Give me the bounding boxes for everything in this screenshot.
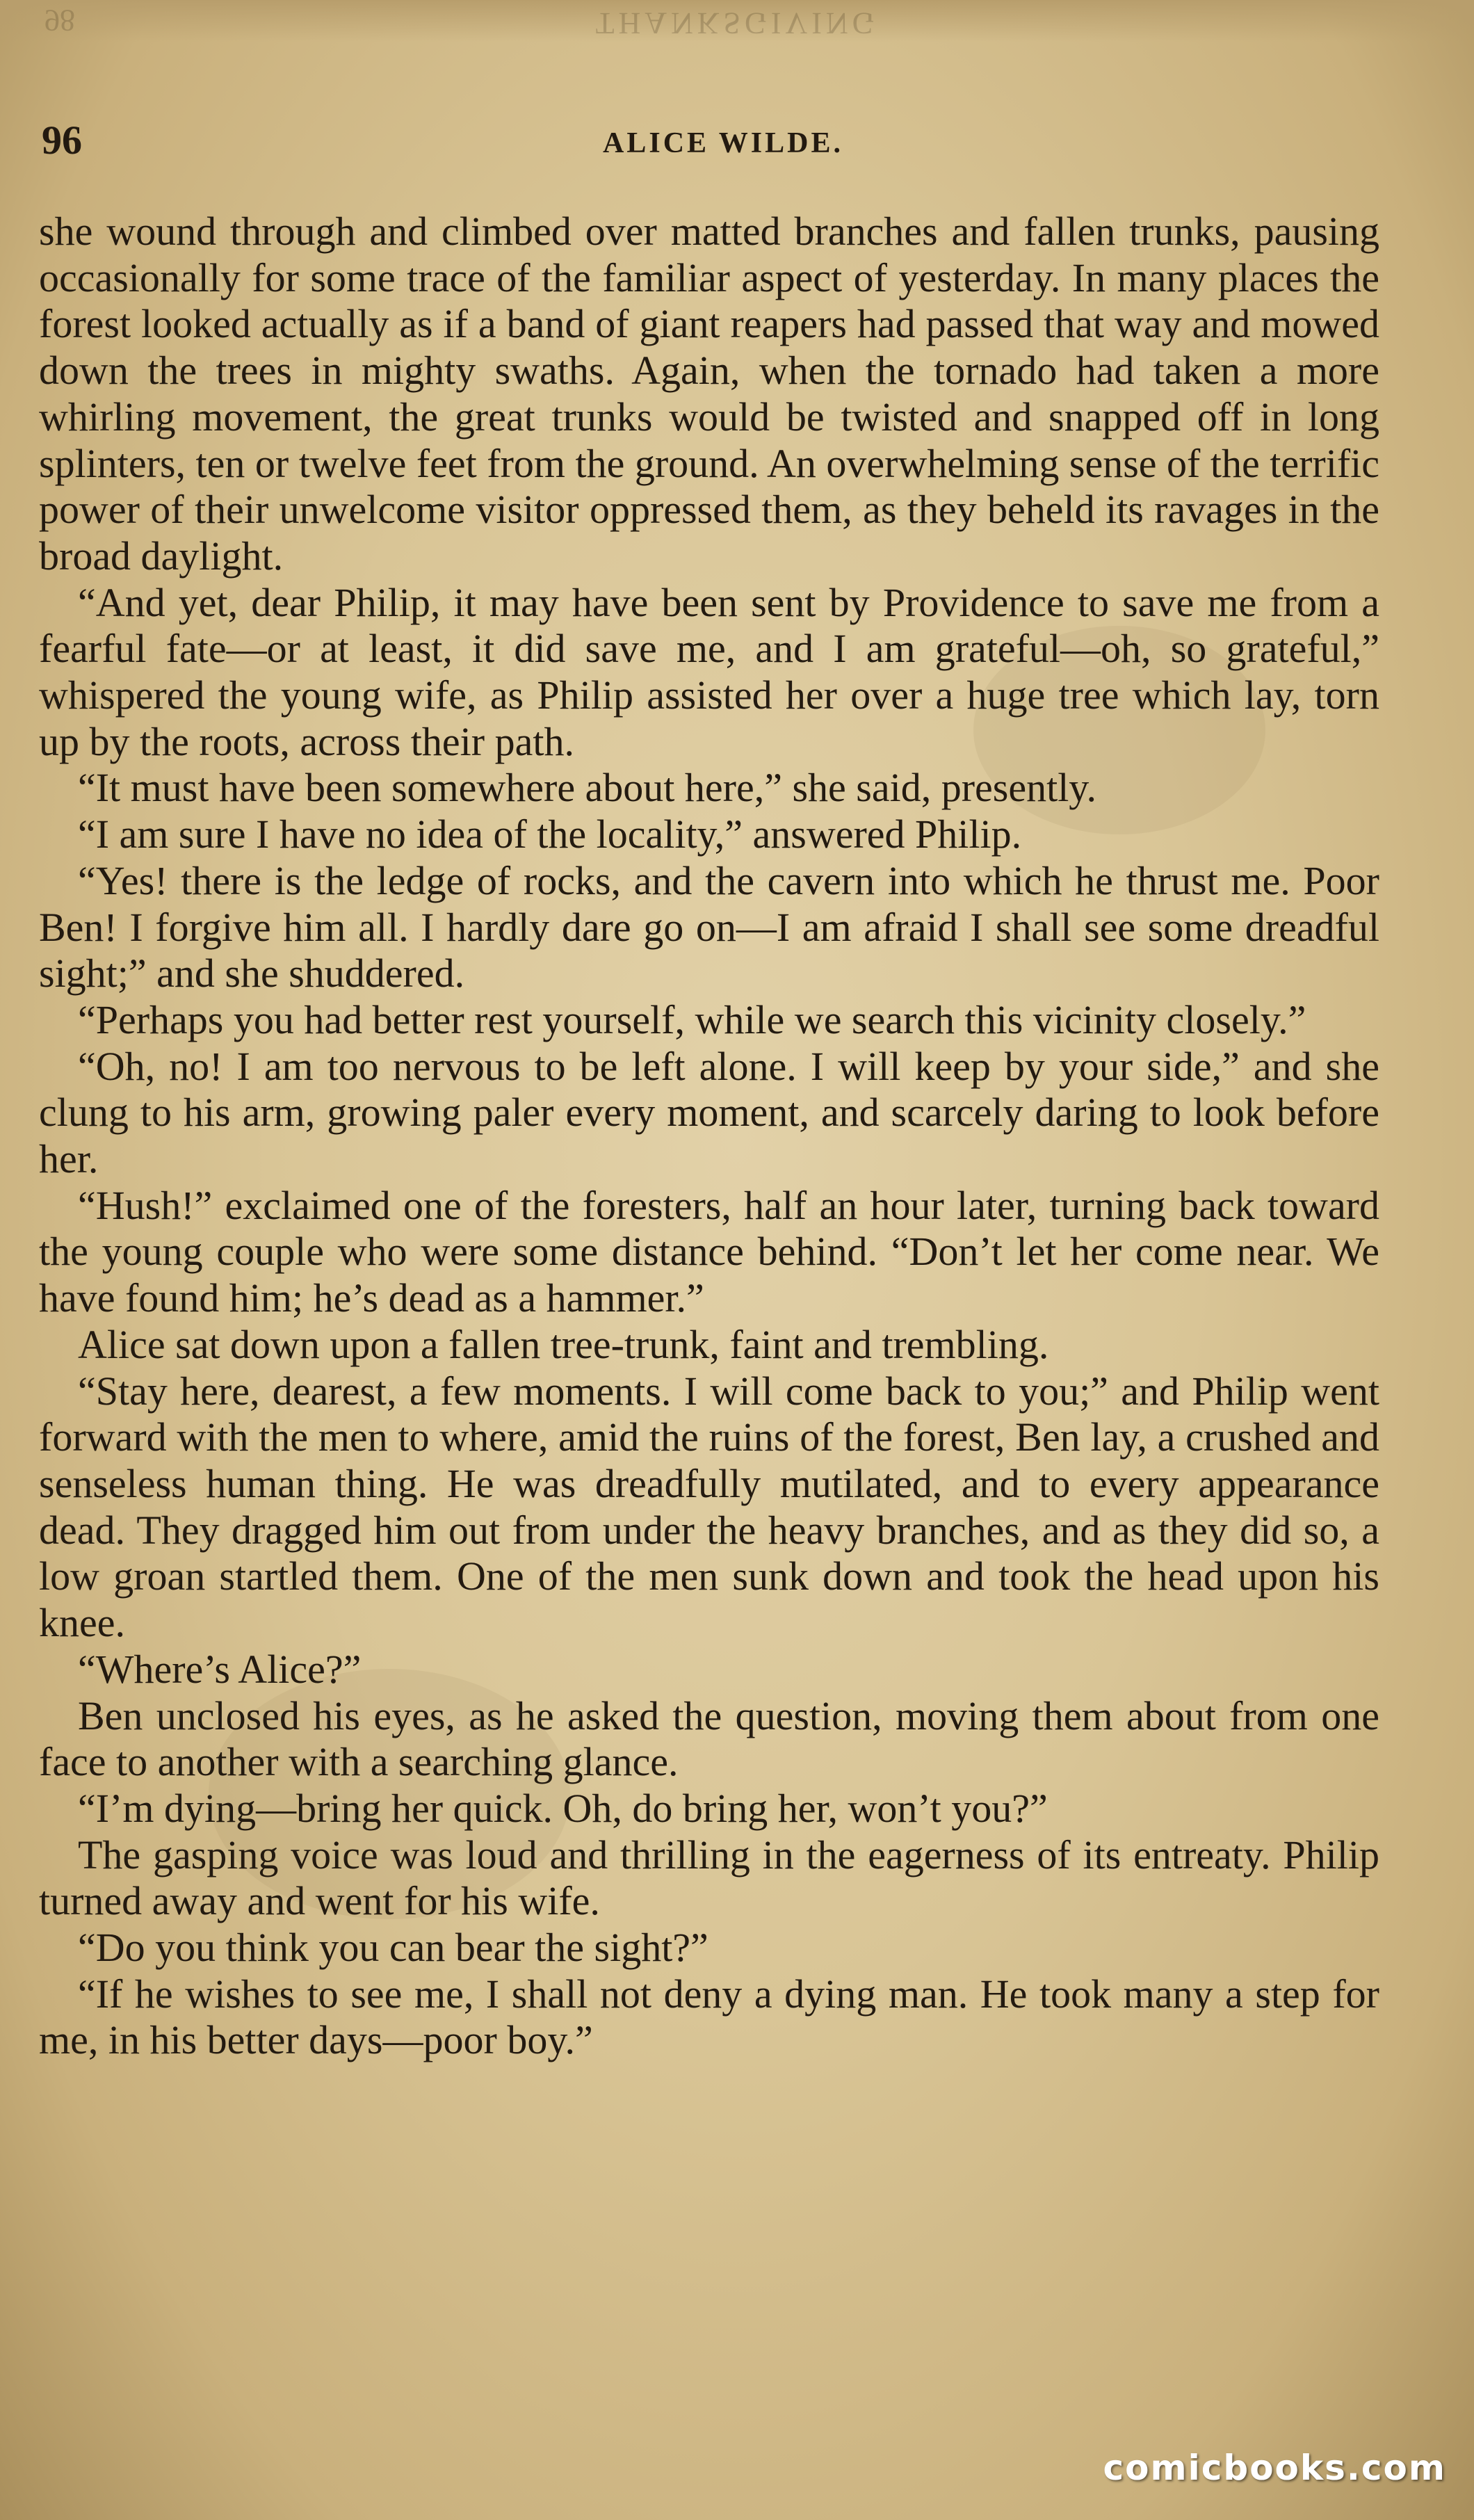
paragraph: “Where’s Alice?” (78, 1646, 362, 1692)
running-head: ALICE WILDE. (603, 127, 843, 159)
paragraph: “It must have been somewhere about here,” she said, presently. (78, 765, 1097, 811)
paragraph: “I am sure I have no idea of the locality,” answered Philip. (78, 811, 1022, 857)
paragraph: “If he wishes to see me, I shall not deny a dying man. He took many a step for me, in his better days—poor boy.” (39, 1971, 1379, 2063)
paragraph: she wound through and climbed over matted branches and fallen trunks, pausing occasionally for some trace of the familiar aspect of yesterday. In many places the forest looked actually as if a band of giant reapers had passed that way and mowed down the trees in mighty swaths. Again, when the tornado had taken a more whirling movement, the great trunks would be twisted and snapped off in long splinters, ten or twelve feet from the ground. An overwhelming sense of the terrific power of their unwelcome visitor oppressed them, as they beheld its ravages in the broad daylight. (39, 209, 1379, 579)
paragraph: Alice sat down upon a fallen tree-trunk, faint and trembling. (78, 1321, 1049, 1367)
paragraph: “Oh, no! I am too nervous to be left alone. I will keep by your side,” and she clung to his arm, growing paler every moment, and scarcely daring to look before her. (39, 1043, 1379, 1182)
bleed-through-strip (0, 0, 1474, 42)
bleed-through-title: THANKSGIVING (595, 6, 879, 40)
paragraph: “Perhaps you had better rest yourself, while we search this vicinity closely.” (78, 996, 1306, 1042)
watermark: comicbooks.com (1103, 2448, 1446, 2488)
paragraph: “Hush!” exclaimed one of the foresters, half an hour later, turning back toward the young couple who were some distance behind. “Don’t let her come near. We have found him; he’s dead as a hammer.” (39, 1182, 1379, 1321)
paragraph: “Yes! there is the ledge of rocks, and the cavern into which he thrust me. Poor Ben! I forgive him all. I hardly dare go on—I am afraid I shall see some dreadful sight;” and she shuddered. (39, 857, 1379, 996)
page-header (42, 117, 1404, 165)
bleed-through-page-number: 98 (44, 3, 75, 38)
page-number: 96 (42, 118, 82, 163)
paragraph: “Do you think you can bear the sight?” (78, 1925, 708, 1971)
paragraph: Ben unclosed his eyes, as he asked the question, moving them about from one face to another with a searching glance. (39, 1693, 1379, 1785)
paragraph: “I’m dying—bring her quick. Oh, do bring her, won’t you?” (78, 1785, 1048, 1831)
paragraph: “Stay here, dearest, a few moments. I will come back to you;” and Philip went forward with the men to where, amid the ruins of the forest, Ben lay, a crushed and senseless human thing. He was dreadfully mutilated, and to every appearance dead. They dragged him out from under the heavy branches, and as they did so, a low groan startled them. One of the men sunk down and took the head upon his knee. (39, 1368, 1379, 1646)
body-text (39, 209, 1379, 2064)
paragraph: “And yet, dear Philip, it may have been sent by Providence to save me from a fearful fate—or at least, it did save me, and I am grateful—oh, so grateful,” whispered the young wife, as Philip assisted her over a huge tree which lay, torn up by the roots, across their path. (39, 579, 1379, 764)
paragraph: The gasping voice was loud and thrilling in the eagerness of its entreaty. Philip turned away and went for his wife. (39, 1832, 1379, 1924)
